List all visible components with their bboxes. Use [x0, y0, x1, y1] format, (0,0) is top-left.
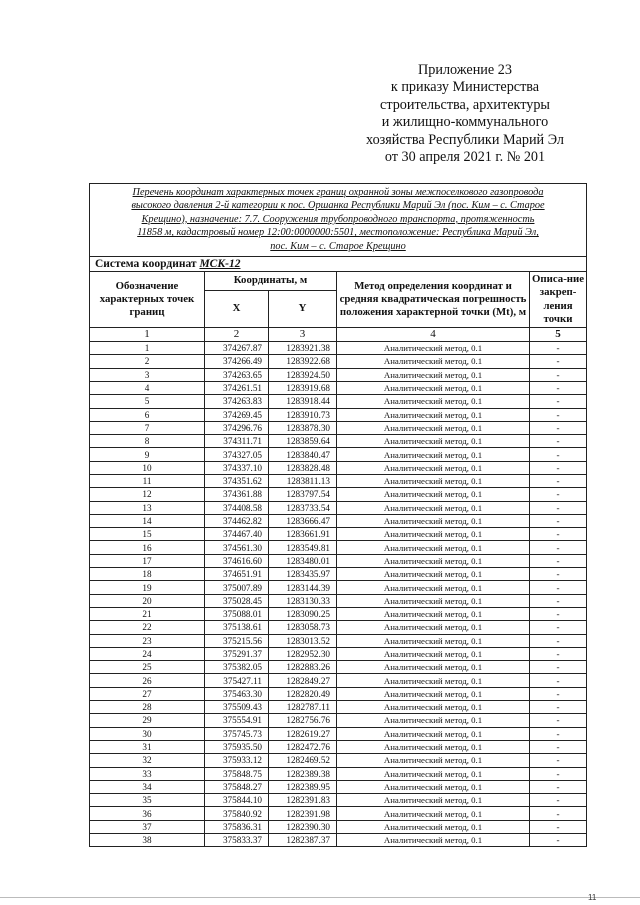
method-cell: Аналитический метод, 0.1	[337, 395, 530, 408]
description-cell: -	[530, 528, 587, 541]
x-coordinate: 375382.05	[205, 661, 269, 674]
x-coordinate: 374296.76	[205, 421, 269, 434]
table-title	[90, 184, 587, 257]
description-cell: -	[530, 541, 587, 554]
y-coordinate: 1282389.95	[269, 780, 337, 793]
point-number: 6	[90, 408, 205, 421]
y-coordinate: 1282883.26	[269, 661, 337, 674]
x-coordinate: 375427.11	[205, 674, 269, 687]
y-coordinate: 1283549.81	[269, 541, 337, 554]
header-line: хозяйства Республики Марий Эл	[366, 131, 564, 148]
x-coordinate: 375088.01	[205, 607, 269, 620]
point-number: 23	[90, 634, 205, 647]
method-cell: Аналитический метод, 0.1	[337, 607, 530, 620]
table-row	[90, 807, 587, 820]
point-number: 21	[90, 607, 205, 620]
y-coordinate: 1282391.83	[269, 794, 337, 807]
x-coordinate: 374269.45	[205, 408, 269, 421]
x-coordinate: 375836.31	[205, 820, 269, 833]
col-header-coordinates: Координаты, м	[205, 272, 337, 291]
method-cell: Аналитический метод, 0.1	[337, 674, 530, 687]
method-cell: Аналитический метод, 0.1	[337, 594, 530, 607]
table-row	[90, 408, 587, 421]
x-coordinate: 375935.50	[205, 740, 269, 753]
table-row	[90, 421, 587, 434]
y-coordinate: 1282820.49	[269, 687, 337, 700]
table-row	[90, 355, 587, 368]
table-title-row	[90, 184, 587, 257]
y-coordinate: 1283661.91	[269, 528, 337, 541]
table-row	[90, 594, 587, 607]
method-cell: Аналитический метод, 0.1	[337, 381, 530, 394]
description-cell: -	[530, 381, 587, 394]
description-cell: -	[530, 607, 587, 620]
table-row	[90, 794, 587, 807]
point-number: 4	[90, 381, 205, 394]
header-row	[90, 272, 587, 291]
x-coordinate: 375933.12	[205, 754, 269, 767]
table-row	[90, 488, 587, 501]
point-number: 5	[90, 395, 205, 408]
y-coordinate: 1282391.98	[269, 807, 337, 820]
y-coordinate: 1283666.47	[269, 514, 337, 527]
y-coordinate: 1283878.30	[269, 421, 337, 434]
point-number: 10	[90, 461, 205, 474]
description-cell: -	[530, 355, 587, 368]
table-row	[90, 740, 587, 753]
coordinate-system	[90, 257, 587, 272]
x-coordinate: 375554.91	[205, 714, 269, 727]
description-cell: -	[530, 674, 587, 687]
point-number: 38	[90, 834, 205, 847]
method-cell: Аналитический метод, 0.1	[337, 421, 530, 434]
point-number: 3	[90, 368, 205, 381]
table-row	[90, 568, 587, 581]
y-coordinate: 1282952.30	[269, 647, 337, 660]
col-header-point: Обозначение характерных точек границ	[90, 272, 205, 328]
x-coordinate: 375745.73	[205, 727, 269, 740]
table-row	[90, 554, 587, 567]
description-cell: -	[530, 754, 587, 767]
point-number: 15	[90, 528, 205, 541]
y-coordinate: 1282469.52	[269, 754, 337, 767]
y-coordinate: 1283919.68	[269, 381, 337, 394]
y-coordinate: 1283921.38	[269, 342, 337, 355]
point-number: 36	[90, 807, 205, 820]
title-line: Перечень координат характерных точек границ охранной зоны межпоселкового газопровода	[132, 187, 544, 198]
table-row	[90, 475, 587, 488]
table-row	[90, 687, 587, 700]
col-header-y: Y	[269, 291, 337, 328]
point-number: 14	[90, 514, 205, 527]
x-coordinate: 375291.37	[205, 647, 269, 660]
description-cell: -	[530, 581, 587, 594]
method-cell: Аналитический метод, 0.1	[337, 435, 530, 448]
x-coordinate: 374361.88	[205, 488, 269, 501]
table-row	[90, 448, 587, 461]
method-cell: Аналитический метод, 0.1	[337, 342, 530, 355]
y-coordinate: 1283924.50	[269, 368, 337, 381]
y-coordinate: 1283922.68	[269, 355, 337, 368]
method-cell: Аналитический метод, 0.1	[337, 475, 530, 488]
x-coordinate: 375844.10	[205, 794, 269, 807]
description-cell: -	[530, 634, 587, 647]
table-row	[90, 834, 587, 847]
description-cell: -	[530, 514, 587, 527]
x-coordinate: 374263.83	[205, 395, 269, 408]
x-coordinate: 375833.37	[205, 834, 269, 847]
table-row	[90, 514, 587, 527]
column-number: 1	[90, 328, 205, 342]
y-coordinate: 1283910.73	[269, 408, 337, 421]
title-line: 11858 м, кадастровый номер 12:00:0000000:5501, местоположение: Республика Марий Эл,	[137, 227, 539, 239]
description-cell: -	[530, 461, 587, 474]
y-coordinate: 1282619.27	[269, 727, 337, 740]
document-header	[320, 62, 610, 166]
point-number: 29	[90, 714, 205, 727]
description-cell: -	[530, 687, 587, 700]
point-number: 11	[90, 475, 205, 488]
point-number: 37	[90, 820, 205, 833]
coordinate-system-label: Система координат	[95, 258, 197, 271]
table-row	[90, 674, 587, 687]
x-coordinate: 374651.91	[205, 568, 269, 581]
description-cell: -	[530, 767, 587, 780]
method-cell: Аналитический метод, 0.1	[337, 554, 530, 567]
description-cell: -	[530, 342, 587, 355]
point-number: 13	[90, 501, 205, 514]
table-row	[90, 461, 587, 474]
description-cell: -	[530, 794, 587, 807]
y-coordinate: 1282390.30	[269, 820, 337, 833]
method-cell: Аналитический метод, 0.1	[337, 767, 530, 780]
table-row	[90, 541, 587, 554]
x-coordinate: 374561.30	[205, 541, 269, 554]
method-cell: Аналитический метод, 0.1	[337, 701, 530, 714]
col-header-method: Метод определения координат и средняя квадратическая погрешность положения характерной точки (Mt), м	[337, 272, 530, 328]
description-cell: -	[530, 714, 587, 727]
method-cell: Аналитический метод, 0.1	[337, 714, 530, 727]
y-coordinate: 1283733.54	[269, 501, 337, 514]
description-cell: -	[530, 661, 587, 674]
method-cell: Аналитический метод, 0.1	[337, 820, 530, 833]
table-row	[90, 528, 587, 541]
description-cell: -	[530, 435, 587, 448]
method-cell: Аналитический метод, 0.1	[337, 740, 530, 753]
table-row	[90, 581, 587, 594]
method-cell: Аналитический метод, 0.1	[337, 541, 530, 554]
x-coordinate: 374462.82	[205, 514, 269, 527]
y-coordinate: 1283090.25	[269, 607, 337, 620]
method-cell: Аналитический метод, 0.1	[337, 461, 530, 474]
point-number: 17	[90, 554, 205, 567]
table-row	[90, 381, 587, 394]
coordinate-system-row	[90, 257, 587, 272]
description-cell: -	[530, 395, 587, 408]
description-cell: -	[530, 501, 587, 514]
description-cell: -	[530, 740, 587, 753]
description-cell: -	[530, 554, 587, 567]
description-cell: -	[530, 594, 587, 607]
method-cell: Аналитический метод, 0.1	[337, 621, 530, 634]
page-number: 11	[588, 893, 597, 902]
x-coordinate: 375215.56	[205, 634, 269, 647]
method-cell: Аналитический метод, 0.1	[337, 834, 530, 847]
method-cell: Аналитический метод, 0.1	[337, 488, 530, 501]
table-row	[90, 767, 587, 780]
point-number: 28	[90, 701, 205, 714]
point-number: 27	[90, 687, 205, 700]
description-cell: -	[530, 448, 587, 461]
table-row	[90, 342, 587, 355]
point-number: 12	[90, 488, 205, 501]
method-cell: Аналитический метод, 0.1	[337, 408, 530, 421]
coordinates-table	[89, 183, 587, 847]
method-cell: Аналитический метод, 0.1	[337, 581, 530, 594]
table-row	[90, 727, 587, 740]
description-cell: -	[530, 727, 587, 740]
point-number: 9	[90, 448, 205, 461]
table-row	[90, 780, 587, 793]
x-coordinate: 374267.87	[205, 342, 269, 355]
y-coordinate: 1283013.52	[269, 634, 337, 647]
x-coordinate: 375463.30	[205, 687, 269, 700]
point-number: 22	[90, 621, 205, 634]
header-line: и жилищно-коммунального	[381, 114, 549, 131]
point-number: 16	[90, 541, 205, 554]
description-cell: -	[530, 780, 587, 793]
title-line: Крещино), назначение: 7.7. Сооружения трубопроводного транспорта, протяженность	[141, 213, 535, 225]
point-number: 20	[90, 594, 205, 607]
point-number: 24	[90, 647, 205, 660]
y-coordinate: 1283144.39	[269, 581, 337, 594]
x-coordinate: 375848.27	[205, 780, 269, 793]
point-number: 35	[90, 794, 205, 807]
title-line: пос. Ким – с. Старое Крещино	[270, 240, 406, 252]
col-header-description: Описа-ние закреп-ления точки	[530, 272, 587, 328]
x-coordinate: 375840.92	[205, 807, 269, 820]
x-coordinate: 375028.45	[205, 594, 269, 607]
header-line: строительства, архитектуры	[380, 96, 550, 113]
header-line: к приказу Министерства	[390, 79, 540, 96]
table-row	[90, 607, 587, 620]
point-number: 1	[90, 342, 205, 355]
order-date-line: от 30 апреля 2021 г. № 201	[384, 149, 546, 166]
point-number: 2	[90, 355, 205, 368]
column-number: 5	[530, 328, 587, 342]
column-number: 3	[269, 328, 337, 342]
table-row	[90, 395, 587, 408]
x-coordinate: 374467.40	[205, 528, 269, 541]
method-cell: Аналитический метод, 0.1	[337, 780, 530, 793]
y-coordinate: 1283058.73	[269, 621, 337, 634]
point-number: 34	[90, 780, 205, 793]
method-cell: Аналитический метод, 0.1	[337, 807, 530, 820]
column-number: 4	[337, 328, 530, 342]
table-row	[90, 661, 587, 674]
x-coordinate: 374266.49	[205, 355, 269, 368]
description-cell: -	[530, 568, 587, 581]
col-header-x: X	[205, 291, 269, 328]
y-coordinate: 1283811.13	[269, 475, 337, 488]
description-cell: -	[530, 647, 587, 660]
appendix-title: Приложение 23	[418, 62, 512, 78]
description-cell: -	[530, 807, 587, 820]
method-cell: Аналитический метод, 0.1	[337, 355, 530, 368]
x-coordinate: 374351.62	[205, 475, 269, 488]
method-cell: Аналитический метод, 0.1	[337, 514, 530, 527]
description-cell: -	[530, 701, 587, 714]
point-number: 31	[90, 740, 205, 753]
method-cell: Аналитический метод, 0.1	[337, 661, 530, 674]
method-cell: Аналитический метод, 0.1	[337, 727, 530, 740]
point-number: 26	[90, 674, 205, 687]
column-number: 2	[205, 328, 269, 342]
description-cell: -	[530, 421, 587, 434]
point-number: 25	[90, 661, 205, 674]
y-coordinate: 1283797.54	[269, 488, 337, 501]
x-coordinate: 375138.61	[205, 621, 269, 634]
description-cell: -	[530, 475, 587, 488]
page-bottom-line	[0, 897, 640, 898]
y-coordinate: 1283859.64	[269, 435, 337, 448]
method-cell: Аналитический метод, 0.1	[337, 647, 530, 660]
method-cell: Аналитический метод, 0.1	[337, 634, 530, 647]
table-row	[90, 501, 587, 514]
point-number: 19	[90, 581, 205, 594]
point-number: 8	[90, 435, 205, 448]
column-number-row	[90, 328, 587, 342]
y-coordinate: 1283840.47	[269, 448, 337, 461]
x-coordinate: 374327.05	[205, 448, 269, 461]
x-coordinate: 374337.10	[205, 461, 269, 474]
point-number: 33	[90, 767, 205, 780]
x-coordinate: 374263.65	[205, 368, 269, 381]
coordinate-system-name: МСК-12	[199, 258, 241, 271]
y-coordinate: 1283828.48	[269, 461, 337, 474]
point-number: 7	[90, 421, 205, 434]
x-coordinate: 374311.71	[205, 435, 269, 448]
description-cell: -	[530, 488, 587, 501]
y-coordinate: 1282472.76	[269, 740, 337, 753]
table-row	[90, 754, 587, 767]
title-line: высокого давления 2-й категории к пос. Оршанка Республики Марий Эл (пос. Ким – с. Старое	[131, 200, 545, 212]
table-row	[90, 634, 587, 647]
y-coordinate: 1282787.11	[269, 701, 337, 714]
method-cell: Аналитический метод, 0.1	[337, 448, 530, 461]
x-coordinate: 374261.51	[205, 381, 269, 394]
y-coordinate: 1282387.37	[269, 834, 337, 847]
x-coordinate: 375007.89	[205, 581, 269, 594]
point-number: 30	[90, 727, 205, 740]
description-cell: -	[530, 621, 587, 634]
x-coordinate: 375848.75	[205, 767, 269, 780]
description-cell: -	[530, 820, 587, 833]
x-coordinate: 374408.58	[205, 501, 269, 514]
method-cell: Аналитический метод, 0.1	[337, 568, 530, 581]
y-coordinate: 1282756.76	[269, 714, 337, 727]
table-row	[90, 714, 587, 727]
description-cell: -	[530, 368, 587, 381]
method-cell: Аналитический метод, 0.1	[337, 794, 530, 807]
method-cell: Аналитический метод, 0.1	[337, 687, 530, 700]
table-row	[90, 701, 587, 714]
method-cell: Аналитический метод, 0.1	[337, 528, 530, 541]
table-row	[90, 820, 587, 833]
x-coordinate: 374616.60	[205, 554, 269, 567]
y-coordinate: 1283435.97	[269, 568, 337, 581]
table-row	[90, 368, 587, 381]
description-cell: -	[530, 834, 587, 847]
x-coordinate: 375509.43	[205, 701, 269, 714]
point-number: 32	[90, 754, 205, 767]
description-cell: -	[530, 408, 587, 421]
table-row	[90, 647, 587, 660]
method-cell: Аналитический метод, 0.1	[337, 501, 530, 514]
method-cell: Аналитический метод, 0.1	[337, 368, 530, 381]
point-number: 18	[90, 568, 205, 581]
table-row	[90, 621, 587, 634]
y-coordinate: 1283480.01	[269, 554, 337, 567]
y-coordinate: 1283918.44	[269, 395, 337, 408]
y-coordinate: 1282389.38	[269, 767, 337, 780]
y-coordinate: 1282849.27	[269, 674, 337, 687]
table-row	[90, 435, 587, 448]
y-coordinate: 1283130.33	[269, 594, 337, 607]
method-cell: Аналитический метод, 0.1	[337, 754, 530, 767]
